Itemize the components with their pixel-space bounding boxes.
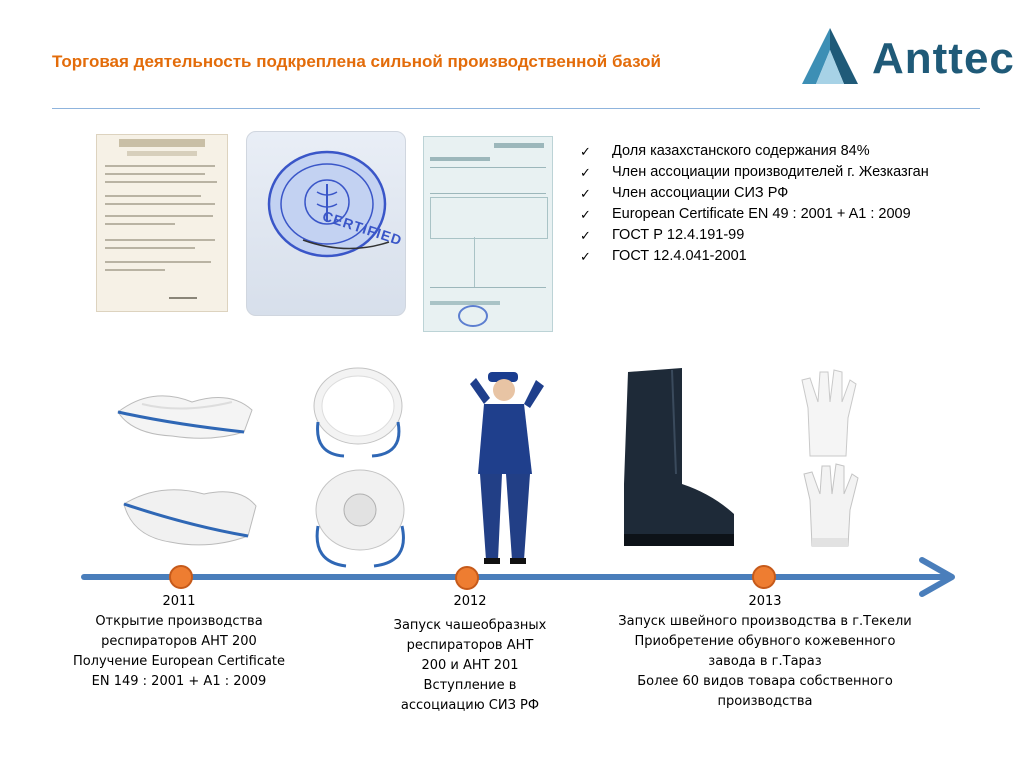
milestone-text-line: Вступление в [423,678,517,693]
cup-respirator-image-1 [304,362,412,462]
achievements-list [580,141,929,267]
milestone-2013 [600,592,930,712]
milestone-text-line: Более 60 видов товара собственного [637,674,893,689]
milestone-text-line: Запуск чашеобразных [393,618,547,633]
certified-stamp-image [246,131,406,316]
page-title: Торговая деятельность подкреплена сильной производственной базой [52,52,661,71]
milestone-2011 [54,592,304,692]
list-item: ✓ ГОСТ 12.4.041-2001 [580,246,929,267]
milestone-text-line: 200 и АНТ 201 [421,658,519,673]
milestone-year: 2011 [162,594,196,609]
milestone-text-line: завода в г.Тараз [708,654,822,669]
milestone-dot-icon [169,565,193,589]
milestone-text-line: респираторов АНТ 200 [101,634,257,649]
milestone-year: 2013 [748,594,782,609]
certificate-image-2 [423,136,553,332]
milestone-dot-icon [455,566,479,590]
milestone-dot-icon [752,565,776,589]
logo-mark-icon [800,26,862,86]
list-item: ✓ Член ассоциации СИЗ РФ [580,183,929,204]
folded-respirator-image-2 [120,480,260,558]
milestone-year: 2012 [453,594,487,609]
list-item: ✓ Доля казахстанского содержания 84% [580,141,929,162]
milestone-text-line: Открытие производства [95,614,263,629]
worker-overalls-image [466,364,558,566]
milestone-text-line: EN 149 : 2001 + A1 : 2009 [91,674,267,689]
list-item: ✓ Член ассоциации производителей г. Жезказган [580,162,929,183]
leather-boot-image [612,364,742,550]
check-icon: ✓ [580,228,591,243]
milestone-2012 [370,592,570,716]
list-item: ✓ ГОСТ Р 12.4.191-99 [580,225,929,246]
header-divider [52,108,980,109]
coated-glove-image [798,462,864,550]
milestone-text-line: респираторов АНТ [406,638,534,653]
milestone-text-line: производства [717,694,813,709]
check-icon: ✓ [580,207,591,222]
check-icon: ✓ [580,186,591,201]
check-icon: ✓ [580,144,591,159]
milestone-text-line: Запуск швейного производства в г.Текели [618,614,912,629]
logo-text: Anttec [872,34,1015,83]
cup-respirator-valve-image [306,462,414,570]
milestone-text-line: Приобретение обувного кожевенного [634,634,896,649]
dotted-glove-image [796,368,862,460]
certificate-image-1 [96,134,228,312]
milestone-text-line: ассоциацию СИЗ РФ [400,698,540,713]
check-icon: ✓ [580,165,591,180]
milestone-text-line: Получение European Certificate [72,654,286,669]
folded-respirator-image-1 [112,380,262,460]
check-icon: ✓ [580,249,591,264]
list-item: ✓ European Certificate EN 49 : 2001 + A1 : 2009 [580,204,929,225]
stamp-text: CERTIFIED [320,207,405,249]
